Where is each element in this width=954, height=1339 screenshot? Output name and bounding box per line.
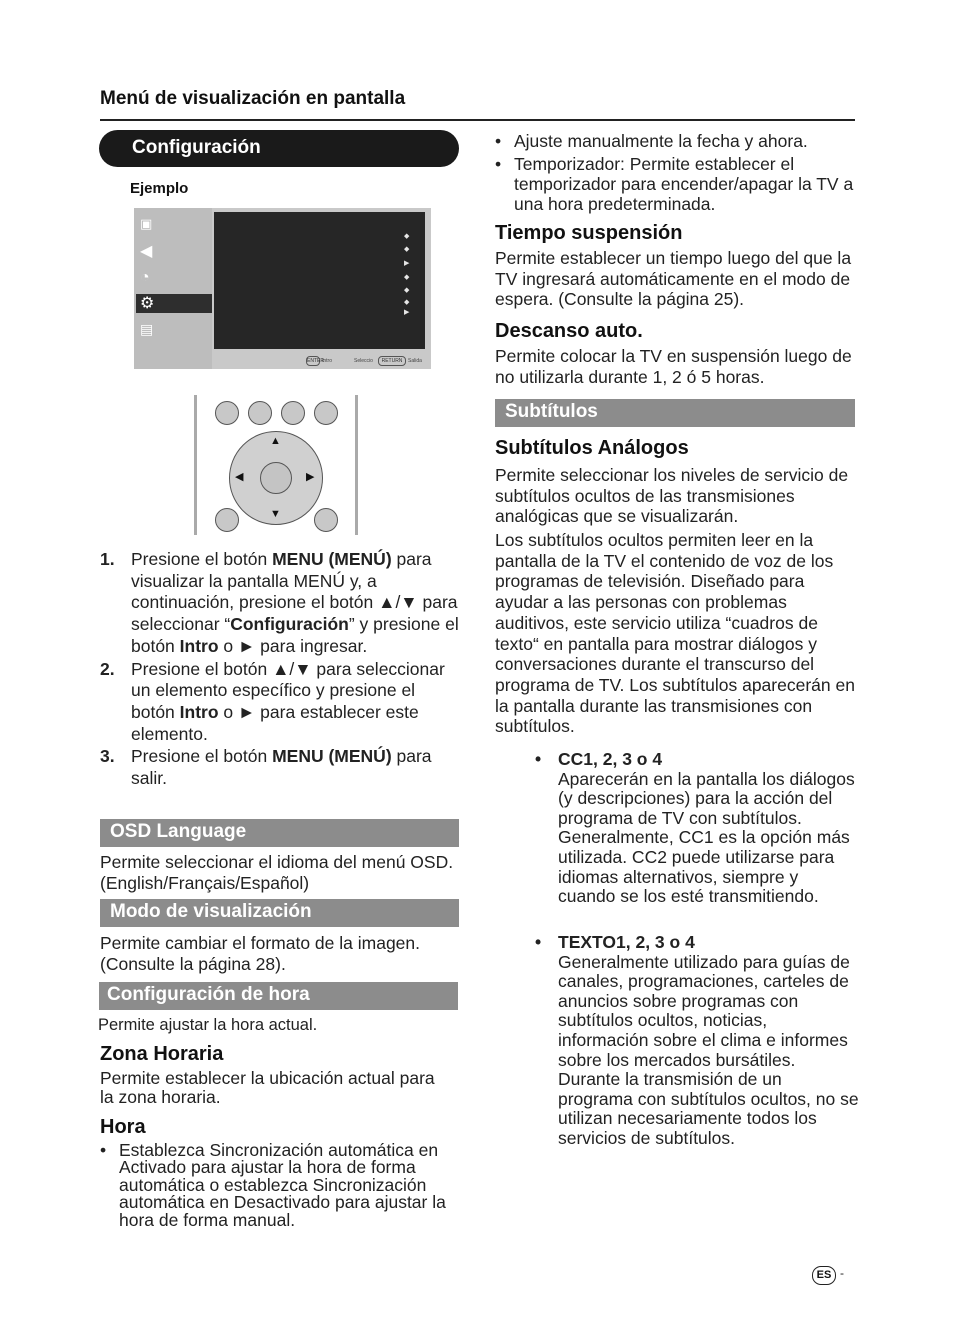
step-number: 1. [100, 549, 115, 569]
list-item: • Ajuste manualmente la fecha y ahora. [495, 131, 808, 151]
footer-label-intro: Intro [322, 358, 333, 364]
gear-icon: ⚙ [140, 295, 155, 312]
page-header-title: Menú de visualización en pantalla [100, 88, 406, 109]
remote-enter-button [260, 462, 292, 494]
cc-bullet: • CC1, 2, 3 o 4 Aparecerán en la pantalla los diálogos (y descripciones) para la acción del programa de TV con subtítulos. Generalmente, CC1 es la opción más utilizada. CC2 puede utilizarse para idiomas alternativos, siempre y cuando se los esté transmitiendo. [535, 749, 855, 907]
bullet-icon: • [495, 154, 502, 174]
subtitles-header [495, 399, 855, 427]
remote-button [314, 508, 338, 532]
picture-icon: ▣ [140, 216, 153, 231]
page-number-dash: - [840, 1266, 844, 1280]
remote-rail-left [194, 395, 197, 535]
lock-icon: ▤ [140, 321, 154, 337]
arrow-icon: ◆ [404, 246, 410, 253]
section-title-pill [99, 130, 459, 167]
sleep-timer-title: Tiempo suspensión [495, 222, 683, 244]
enter-key: ENTER [307, 358, 324, 364]
remote-button [248, 401, 272, 425]
tv-menu-illustration [134, 208, 431, 369]
section-heading: Modo de visualización [110, 901, 312, 922]
instruction-steps [100, 549, 460, 791]
section-title: Configuración [132, 137, 261, 158]
tv-menu-panel [214, 212, 425, 349]
remote-button [215, 401, 239, 425]
language-badge: ES [812, 1266, 836, 1285]
sleep-timer-text: Permite establecer un tiempo luego del que la TV ingresará automáticamente en el modo de espera. (Consulte la página 25). [495, 248, 852, 309]
header-rule [100, 119, 855, 121]
bullet-icon: • [495, 131, 502, 151]
analog-subtitles-text: Permite seleccionar los niveles de servicio de subtítulos ocultos de las transmisiones analógicas que se visualizarán. [495, 465, 849, 527]
remote-dpad [229, 431, 323, 525]
remote-button [281, 401, 305, 425]
analog-subtitles-title: Subtítulos Análogos [495, 437, 689, 459]
step-item: 1. Presione el botón MENU (MENÚ) para visualizar la pantalla MENÚ y, a continuación, presione el botón ▲/▼ para seleccionar “Configuración” y presione el botón Intro o ► para ingresar. [100, 549, 459, 656]
list-item: • Temporizador: Permite establecer el temporizador para encender/apagar la TV a una hora predeterminada. [495, 154, 854, 214]
step-number: 2. [100, 658, 115, 679]
arrow-icon: ◆ [404, 233, 410, 240]
display-mode-text: Permite cambiar el formato de la imagen. (Consulte la página 28). [100, 933, 420, 974]
arrow-icon: ◆ [404, 299, 410, 306]
section-heading: OSD Language [110, 821, 247, 842]
left-arrow-icon: ◀ [235, 471, 244, 483]
step-number: 3. [100, 746, 115, 767]
remote-control-illustration [194, 393, 359, 535]
time-zone-text: Permite establecer la ubicación actual para la zona horaria. [100, 1068, 435, 1107]
hour-title: Hora [100, 1116, 146, 1138]
remote-rail-right [355, 395, 358, 535]
bullet-icon: • [535, 749, 542, 769]
remote-button [314, 401, 338, 425]
osd-language-header [100, 819, 459, 847]
arrow-icon: ▶ [404, 309, 410, 316]
osd-language-text: Permite seleccionar el idioma del menú OSD. (English/Français/Español) [100, 852, 454, 893]
arrow-icon: ◆ [404, 287, 410, 294]
arrow-icon: ◆ [404, 274, 410, 281]
time-setup-text: Permite ajustar la hora actual. [98, 1016, 318, 1034]
text-bullet: • TEXTO1, 2, 3 o 4 Generalmente utilizado para guías de canales, programaciones, carteles de anuncios sobre programas con subtítulos ocultos, noticias, información sobre el clima e informes sobre los mercados bursátiles. Durante la transmisión de un programa con subtítulos ocultos, no se utilizan necesariamente todos los servicios de subtítulos. [535, 932, 859, 1148]
remote-button [215, 508, 239, 532]
step-item: 2. Presione el botón ▲/▼ para seleccionar un elemento específico y presione el botón Intro o ► para establecer este elemento. [100, 658, 445, 744]
time-setup-header [99, 982, 458, 1010]
auto-standby-text: Permite colocar la TV en suspensión luego de no utilizarla durante 1, 2 ó 5 horas. [495, 346, 852, 387]
bullet-icon: • [100, 1140, 107, 1160]
satellite-icon: ◔ [140, 269, 150, 286]
up-arrow-icon: ▲ [270, 435, 281, 447]
section-heading: Subtítulos [505, 401, 598, 422]
return-key: RETURN [378, 356, 406, 366]
hour-bullets-continued [495, 131, 855, 214]
footer-label-select: Seleccio [354, 358, 373, 364]
section-heading: Configuración de hora [107, 984, 310, 1005]
closed-captions-text: Los subtítulos ocultos permiten leer en la pantalla de la TV el contenido de voz de los programas de televisión. Diseñado para ayudar a las personas con problemas auditivos, este servicio utiliza “cuadros de texto“ en pantalla para mostrar diálogos y conversaciones durante el transcurso del programa de TV. Los subtítulos aparecerán en la pantalla durante las transmisiones con subtítulos. [495, 530, 855, 737]
speaker-icon: ◀ [140, 243, 153, 260]
bullet-icon: • [535, 932, 542, 952]
step-item: 3. Presione el botón MENU (MENÚ) para salir. [100, 746, 432, 789]
hour-bullet: • Establezca Sincronización automática en Activado para ajustar la hora de forma automática o establezca Sincronización automática en Desactivado para ajustar la hora de forma manual. [100, 1140, 446, 1230]
down-arrow-icon: ▼ [270, 508, 281, 520]
display-mode-header [100, 899, 459, 927]
auto-standby-title: Descanso auto. [495, 320, 643, 342]
right-arrow-icon: ▶ [306, 471, 315, 483]
arrow-icon: ▶ [404, 260, 410, 267]
example-label: Ejemplo [130, 180, 189, 197]
time-zone-title: Zona Horaria [100, 1043, 224, 1065]
footer-label-exit: Salida [408, 358, 422, 364]
